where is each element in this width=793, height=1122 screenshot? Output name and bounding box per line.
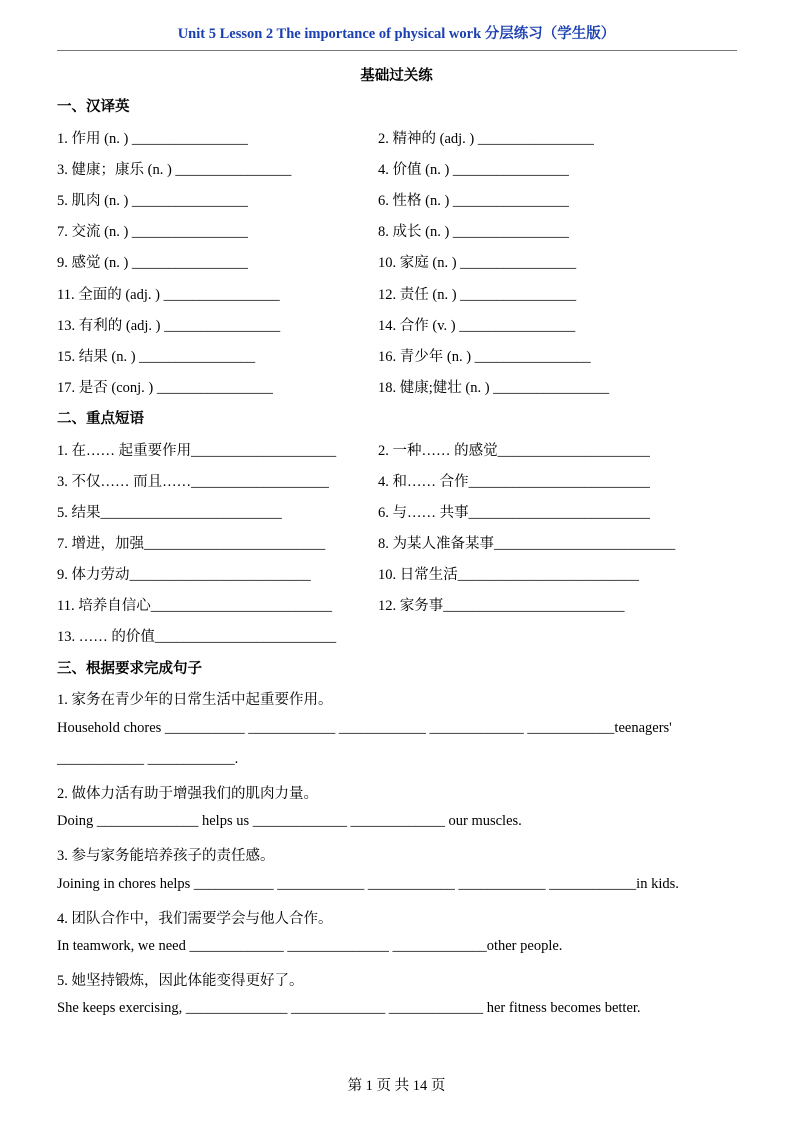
list-item: 3. 健康；康乐 (n. ) ________________ [57,162,292,178]
list-item: 5. 肌肉 (n. ) ________________ [57,193,248,209]
list-item: 6. 与…… 共事_________________________ [378,505,650,521]
list-item: 13. …… 的价值_________________________ [57,629,337,645]
list-item: 12. 责任 (n. ) ________________ [378,287,577,303]
question-prompt: 5. 她坚持锻炼，因此体能变得更好了。 [57,973,304,989]
list-item: 5. 结果_________________________ [57,505,282,521]
list-item: 18. 健康;健壮 (n. ) ________________ [378,380,610,396]
answer-line: ____________ ____________. [57,751,239,767]
answer-line: In teamwork, we need _____________ ______________ _____________other people. [57,938,563,954]
list-item: 13. 有利的 (adj. ) ________________ [57,318,281,334]
answer-line: Joining in chores helps ___________ ____________ ____________ ____________ ____________in kids. [57,876,679,892]
list-item: 15. 结果 (n. ) ________________ [57,349,256,365]
list-item: 8. 为某人准备某事_________________________ [378,536,676,552]
part3-heading: 三、根据要求完成句子 [57,661,202,677]
list-item: 11. 全面的 (adj. ) ________________ [57,287,280,303]
question-prompt: 1. 家务在青少年的日常生活中起重要作用。 [57,692,333,708]
list-item: 6. 性格 (n. ) ________________ [378,193,569,209]
answer-line: Household chores ___________ ____________ ____________ _____________ ____________teenagers' [57,720,672,736]
list-item: 12. 家务事_________________________ [378,598,625,614]
part1-heading: 一、汉译英 [57,99,130,115]
question-prompt: 4. 团队合作中，我们需要学会与他人合作。 [57,911,333,927]
list-item: 7. 交流 (n. ) ________________ [57,224,248,240]
answer-line: She keeps exercising, ______________ _____________ _____________ her fitness becomes better. [57,1000,641,1016]
list-item: 8. 成长 (n. ) ________________ [378,224,569,240]
list-item: 4. 价值 (n. ) ________________ [378,162,569,178]
list-item: 11. 培养自信心_________________________ [57,598,332,614]
list-item: 3. 不仅…… 而且……___________________ [57,474,329,490]
list-item: 16. 青少年 (n. ) ________________ [378,349,591,365]
list-item: 9. 感觉 (n. ) ________________ [57,255,248,271]
list-item: 14. 合作 (v. ) ________________ [378,318,576,334]
list-item: 2. 一种…… 的感觉_____________________ [378,443,650,459]
list-item: 10. 家庭 (n. ) ________________ [378,255,577,271]
list-item: 1. 在…… 起重要作用____________________ [57,443,337,459]
list-item: 17. 是否 (conj. ) ________________ [57,380,273,396]
list-item: 2. 精神的 (adj. ) ________________ [378,131,594,147]
list-item: 4. 和…… 合作_________________________ [378,474,650,490]
document-header: Unit 5 Lesson 2 The importance of physical work 分层练习（学生版） [177,26,616,42]
list-item: 10. 日常生活_________________________ [378,567,639,583]
list-item: 1. 作用 (n. ) ________________ [57,131,248,147]
list-item: 9. 体力劳动_________________________ [57,567,311,583]
question-prompt: 2. 做体力活有助于增强我们的肌肉力量。 [57,786,318,802]
answer-line: Doing ______________ helps us _____________ _____________ our muscles. [57,813,522,829]
section-title: 基础过关练 [360,68,433,84]
part2-heading: 二、重点短语 [57,411,144,427]
question-prompt: 3. 参与家务能培养孩子的责任感。 [57,848,275,864]
page-number: 第 1 页 共 14 页 [347,1078,446,1094]
list-item: 7. 增进，加强_________________________ [57,536,326,552]
header-divider [57,50,737,51]
